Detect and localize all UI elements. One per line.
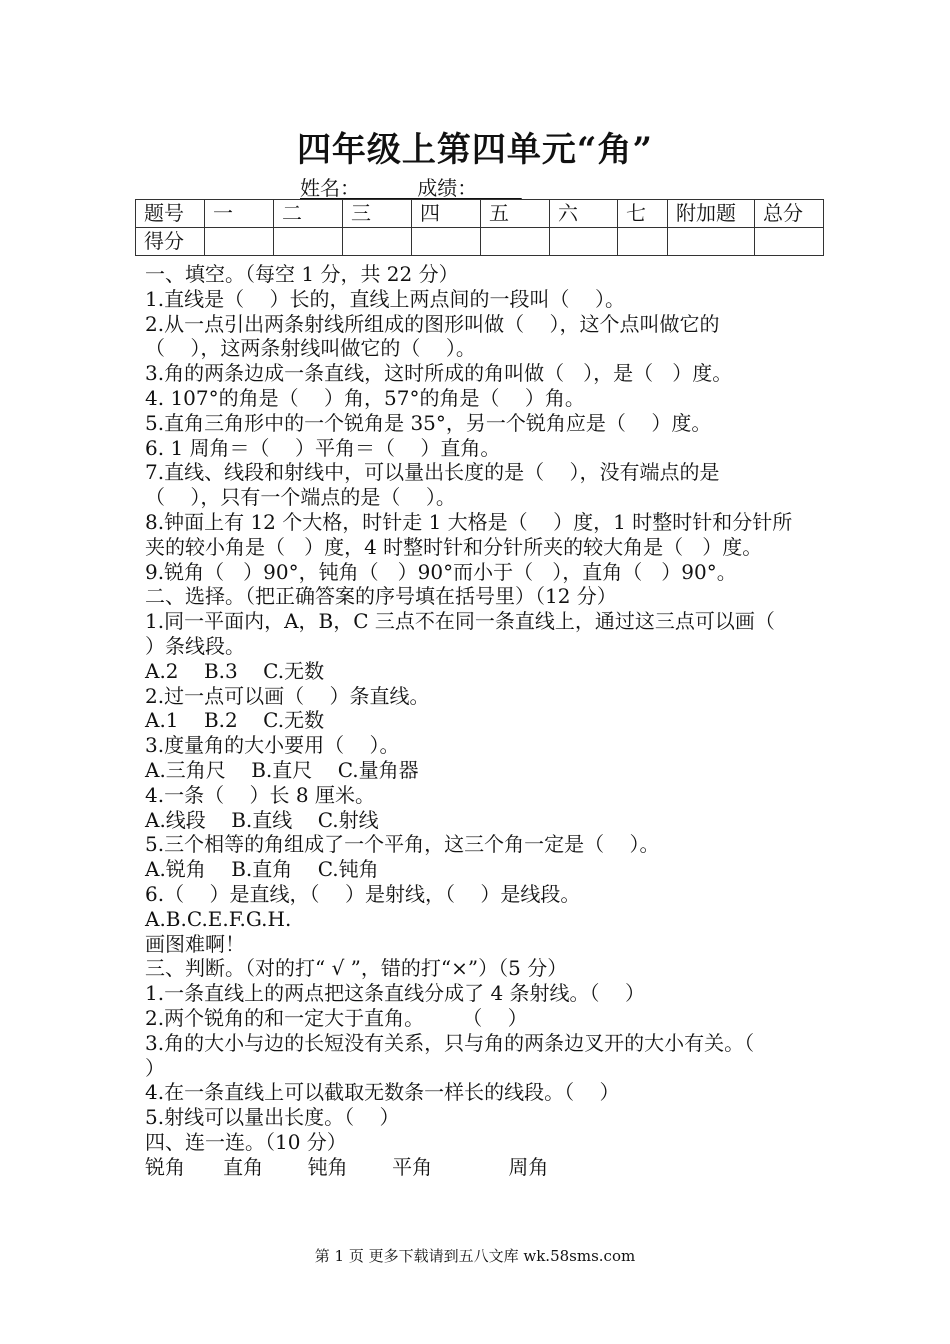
table-header-cell: 一 bbox=[205, 200, 274, 228]
score-cell[interactable] bbox=[755, 228, 824, 256]
text-line: ）条线段。 bbox=[145, 633, 245, 658]
text-line: A.三角尺 B.直尺 C.量角器 bbox=[145, 757, 419, 782]
exam-questions bbox=[145, 262, 815, 1179]
text-line: 4.一条（ ）长 8 厘米。 bbox=[145, 782, 375, 807]
text-line: 3.角的大小与边的长短没有关系，只与角的两条边叉开的大小有关。（ bbox=[145, 1030, 755, 1055]
text-line: A.2 B.3 C.无数 bbox=[145, 658, 325, 683]
text-line: 5.直角三角形中的一个锐角是 35°，另一个锐角应是（ ）度。 bbox=[145, 410, 712, 435]
table-header-cell: 附加题 bbox=[668, 200, 755, 228]
text-line: 锐角 直角 钝角 平角 周角 bbox=[145, 1154, 549, 1179]
text-line: A.锐角 B.直角 C.钝角 bbox=[145, 857, 379, 882]
text-line: 6. 1 周角＝（ ）平角＝（ ）直角。 bbox=[145, 435, 501, 460]
score-cell[interactable] bbox=[481, 228, 550, 256]
text-line: A.B.C.E.F.G.H. bbox=[145, 906, 292, 931]
table-row-label: 得分 bbox=[136, 228, 205, 256]
table-header-cell: 总分 bbox=[755, 200, 824, 228]
table-header-cell: 三 bbox=[343, 200, 412, 228]
text-line: 5.射线可以量出长度。（ ） bbox=[145, 1105, 400, 1130]
score-table bbox=[135, 199, 824, 256]
table-header-cell: 七 bbox=[618, 200, 668, 228]
text-line: （ ），这两条射线叫做它的（ ）。 bbox=[145, 336, 476, 361]
text-line: 1.同一平面内，A，B，C 三点不在同一条直线上，通过这三点可以画（ bbox=[145, 609, 775, 634]
text-line: 1.一条直线上的两点把这条直线分成了 4 条射线。（ ） bbox=[145, 981, 645, 1006]
table-score-row bbox=[136, 228, 824, 256]
text-line: 夹的较小角是（ ）度，4 时整时针和分针所夹的较大角是（ ）度。 bbox=[145, 534, 763, 559]
text-line: 2.两个锐角的和一定大于直角。 （ ） bbox=[145, 1005, 528, 1030]
table-header-cell: 二 bbox=[274, 200, 343, 228]
text-line: 6.（ ）是直线，（ ）是射线，（ ）是线段。 bbox=[145, 881, 581, 906]
score-cell[interactable] bbox=[668, 228, 755, 256]
text-line: （ ），只有一个端点的是（ ）。 bbox=[145, 485, 456, 510]
table-header-cell: 四 bbox=[412, 200, 481, 228]
text-line: 二、选择。（把正确答案的序号填在括号里）（12 分） bbox=[145, 584, 617, 609]
page-title: 四年级上第四单元“角” bbox=[296, 130, 654, 170]
score-cell[interactable] bbox=[205, 228, 274, 256]
score-cell[interactable] bbox=[618, 228, 668, 256]
text-line: 5.三个相等的角组成了一个平角，这三个角一定是（ ）。 bbox=[145, 832, 660, 857]
text-line: 3.角的两条边成一条直线，这时所成的角叫做（ ），是（ ）度。 bbox=[145, 361, 733, 386]
score-cell[interactable] bbox=[550, 228, 618, 256]
text-line: 4. 107°的角是（ ）角，57°的角是（ ）角。 bbox=[145, 385, 585, 410]
text-line: 9.锐角（ ）90°，钝角（ ）90°而小于（ ），直角（ ）90°。 bbox=[145, 559, 737, 584]
name-score-line: 姓名： 成绩： bbox=[300, 176, 522, 200]
table-header-cell: 五 bbox=[481, 200, 550, 228]
text-line: ） bbox=[145, 1055, 165, 1080]
text-line: 三、判断。（对的打“ √ ”，错的打“×”）（5 分） bbox=[145, 956, 568, 981]
text-line: 1.直线是（ ）长的，直线上两点间的一段叫（ ）。 bbox=[145, 286, 625, 311]
text-line: 4.在一条直线上可以截取无数条一样长的线段。（ ） bbox=[145, 1080, 620, 1105]
text-line: A.线段 B.直线 C.射线 bbox=[145, 807, 379, 832]
table-header-row bbox=[136, 200, 824, 228]
text-line: 7.直线、线段和射线中，可以量出长度的是（ ），没有端点的是 bbox=[145, 460, 720, 485]
table-header-cell: 题号 bbox=[136, 200, 205, 228]
text-line: 3.度量角的大小要用（ ）。 bbox=[145, 733, 400, 758]
text-line: 2.过一点可以画（ ）条直线。 bbox=[145, 683, 430, 708]
score-cell[interactable] bbox=[343, 228, 412, 256]
text-line: 一、填空。（每空 1 分，共 22 分） bbox=[145, 262, 459, 286]
text-line: 2.从一点引出两条射线所组成的图形叫做（ ），这个点叫做它的 bbox=[145, 311, 720, 336]
table-header-cell: 六 bbox=[550, 200, 618, 228]
text-line: 画图难啊！ bbox=[145, 931, 245, 956]
text-line: 8.钟面上有 12 个大格，时针走 1 大格是（ ）度，1 时整时针和分针所 bbox=[145, 509, 793, 534]
score-cell[interactable] bbox=[412, 228, 481, 256]
score-cell[interactable] bbox=[274, 228, 343, 256]
page-footer: 第 1 页 更多下载请到五八文库 wk.58sms.com bbox=[314, 1247, 636, 1265]
text-line: A.1 B.2 C.无数 bbox=[145, 708, 325, 733]
text-line: 四、连一连。（10 分） bbox=[145, 1129, 347, 1154]
